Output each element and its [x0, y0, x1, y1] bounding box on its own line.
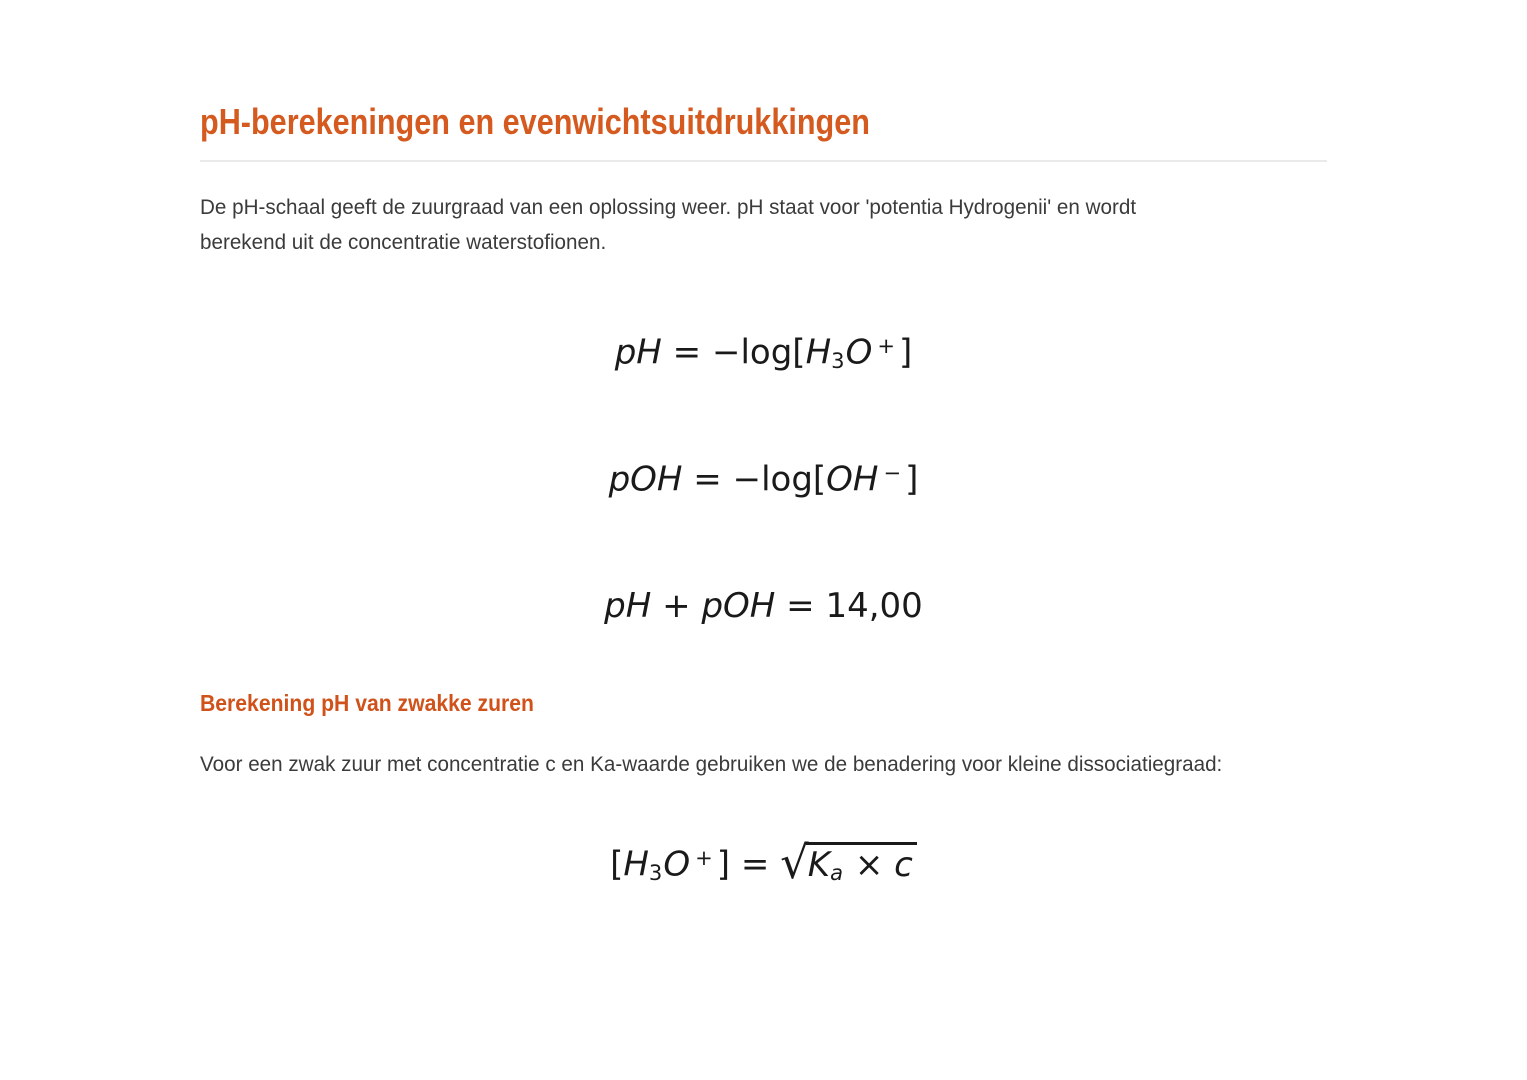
formula-seg-var: O — [845, 332, 873, 373]
formula-seg-norm: = 14,00 — [775, 586, 923, 626]
formula-seg-sup: + — [695, 845, 713, 870]
intro-paragraph — [200, 190, 1136, 260]
title-divider — [200, 160, 1327, 162]
intro-line-1: De pH-schaal geeft de zuurgraad van een oplossing weer. pH staat voor 'potentia Hydrogenii' en wordt — [200, 195, 1137, 219]
formula-seg-sup: − — [883, 460, 902, 485]
page-title: pH-berekeningen en evenwichtsuitdrukkingen — [200, 101, 870, 142]
formula-seg-var: c — [894, 844, 913, 885]
formula-seg-sub: 3 — [831, 348, 845, 374]
formula-seg-norm: = −log[ — [661, 332, 806, 373]
formula-seg-norm: = −log[ — [682, 459, 827, 500]
formula-seg-norm: ] — [905, 459, 919, 500]
formula-seg-rad — [806, 842, 917, 886]
formula-seg-var: pOH — [608, 459, 683, 500]
formula-seg-norm: ] = — [716, 844, 781, 885]
formula-ph-poh-sum — [0, 582, 1527, 630]
formula-seg-var: H — [805, 332, 832, 373]
formula-seg-norm: × — [844, 844, 895, 885]
formula-seg-subvar: a — [830, 860, 844, 886]
formula-seg-var: pOH — [701, 586, 776, 626]
formula-seg-var: pH — [614, 332, 662, 373]
formula-ph-definition — [0, 322, 1527, 385]
formula-seg-var: K — [807, 844, 831, 885]
intro-line-2: berekend uit de concentratie waterstofionen. — [200, 230, 607, 254]
formula-weak-acid-approximation — [0, 834, 1527, 897]
formula-poh-definition — [0, 449, 1527, 504]
section-heading-weak-acids: Berekening pH van zwakke zuren — [200, 690, 534, 716]
formula-seg-sub: 3 — [648, 860, 663, 886]
formula-seg-var: OH — [826, 459, 879, 500]
formula-seg-norm: [ — [610, 844, 624, 885]
radical-sign: √ — [780, 836, 809, 890]
formula-seg-sup: + — [877, 333, 895, 358]
weak-acid-paragraph: Voor een zwak zuur met concentratie c en Ka-waarde gebruiken we de benadering voor kleine dissociatiegraad: — [200, 752, 1223, 776]
formula-seg-var: O — [663, 844, 691, 885]
formula-seg-norm: + — [651, 586, 702, 626]
formula-seg-var: pH — [604, 586, 652, 626]
formula-seg-var: H — [623, 844, 649, 885]
formula-seg-norm: ] — [899, 332, 913, 373]
